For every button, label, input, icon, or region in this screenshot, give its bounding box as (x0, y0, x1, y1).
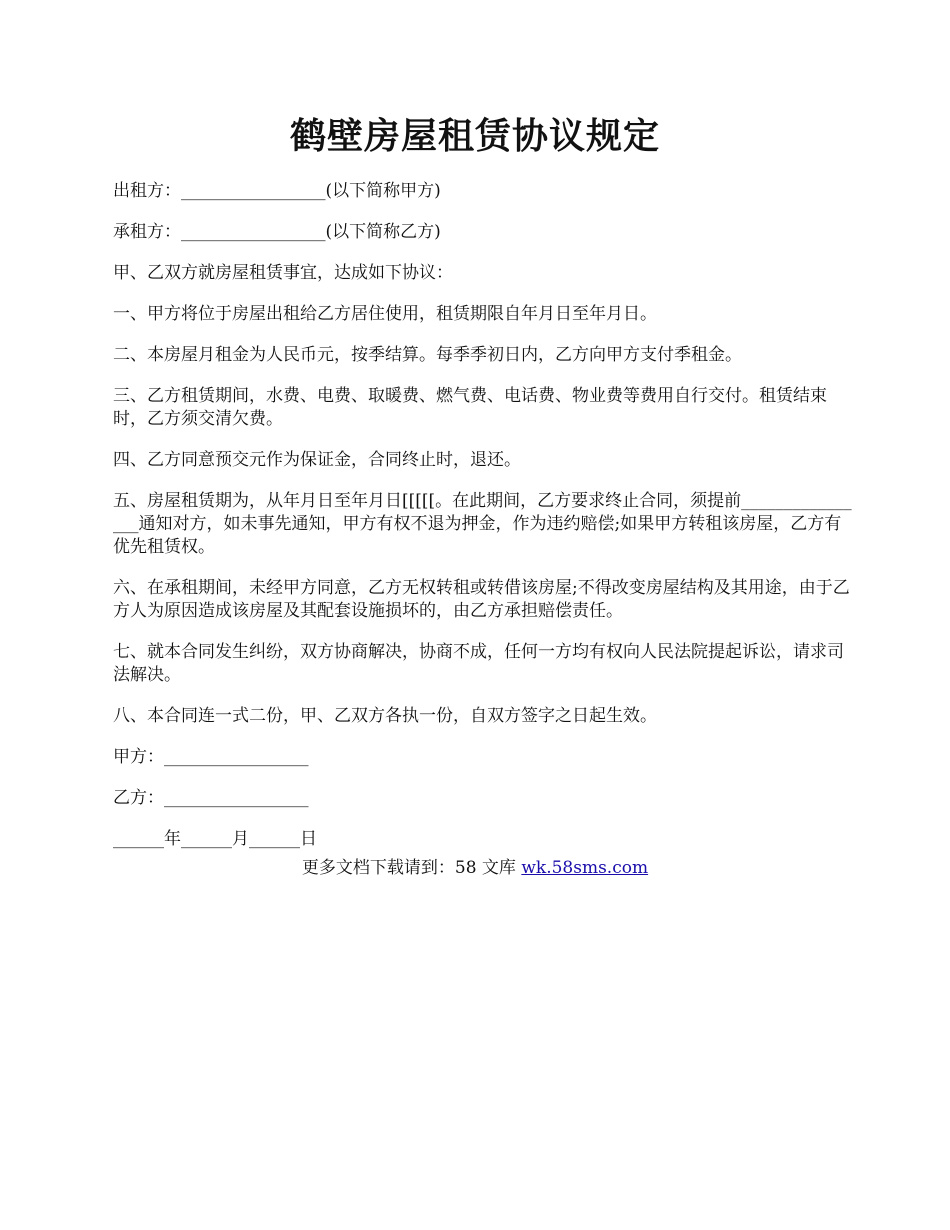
paragraph-clause-8: 八、本合同连一式二份，甲、乙双方各执一份，自双方签字之日起生效。 (113, 706, 657, 726)
paragraph-clause-4: 四、乙方同意预交元作为保证金，合同终止时，退还。 (113, 450, 521, 470)
paragraph-clause-1: 一、甲方将位于房屋出租给乙方居住使用，租赁期限自年月日至年月日。 (113, 304, 657, 324)
document-body (113, 180, 853, 869)
signature-party-b: 乙方：_________________ (113, 788, 309, 808)
footer (0, 856, 950, 880)
footer-text: 更多文档下载请到：58 文库 (301, 858, 522, 878)
paragraph-clause-5: 五、房屋租赁期为，从年月日至年月日[[[[[。在此期间，乙方要求终止合同，须提前________________通知对方，如未事先通知，甲方有权不退为押金，作为违约赔偿;如果甲方转租该房屋，乙方有优先租赁权。 (113, 491, 852, 557)
footer-link[interactable]: wk.58sms.com (521, 858, 649, 878)
signature-date: ______年______月______日 (113, 829, 317, 849)
paragraph-lessee: 承租方：_________________(以下简称乙方) (113, 222, 441, 242)
paragraph-clause-6: 六、在承租期间，未经甲方同意，乙方无权转租或转借该房屋;不得改变房屋结构及其用途，由于乙方人为原因造成该房屋及其配套设施损坏的，由乙方承担赔偿责任。 (113, 578, 850, 621)
document-title: 鹤壁房屋租赁协议规定 (289, 115, 660, 157)
paragraph-lessor: 出租方：_________________(以下简称甲方) (113, 181, 441, 201)
signature-party-a: 甲方：_________________ (113, 747, 309, 767)
paragraph-intro: 甲、乙双方就房屋租赁事宜，达成如下协议： (113, 263, 453, 283)
paragraph-clause-2: 二、本房屋月租金为人民币元，按季结算。每季季初日内，乙方向甲方支付季租金。 (113, 345, 742, 365)
paragraph-clause-3: 三、乙方租赁期间，水费、电费、取暖费、燃气费、电话费、物业费等费用自行交付。租赁结束时，乙方须交清欠费。 (113, 386, 827, 429)
paragraph-clause-7: 七、就本合同发生纠纷，双方协商解决，协商不成，任何一方均有权向人民法院提起诉讼，请求司法解决。 (113, 642, 844, 685)
